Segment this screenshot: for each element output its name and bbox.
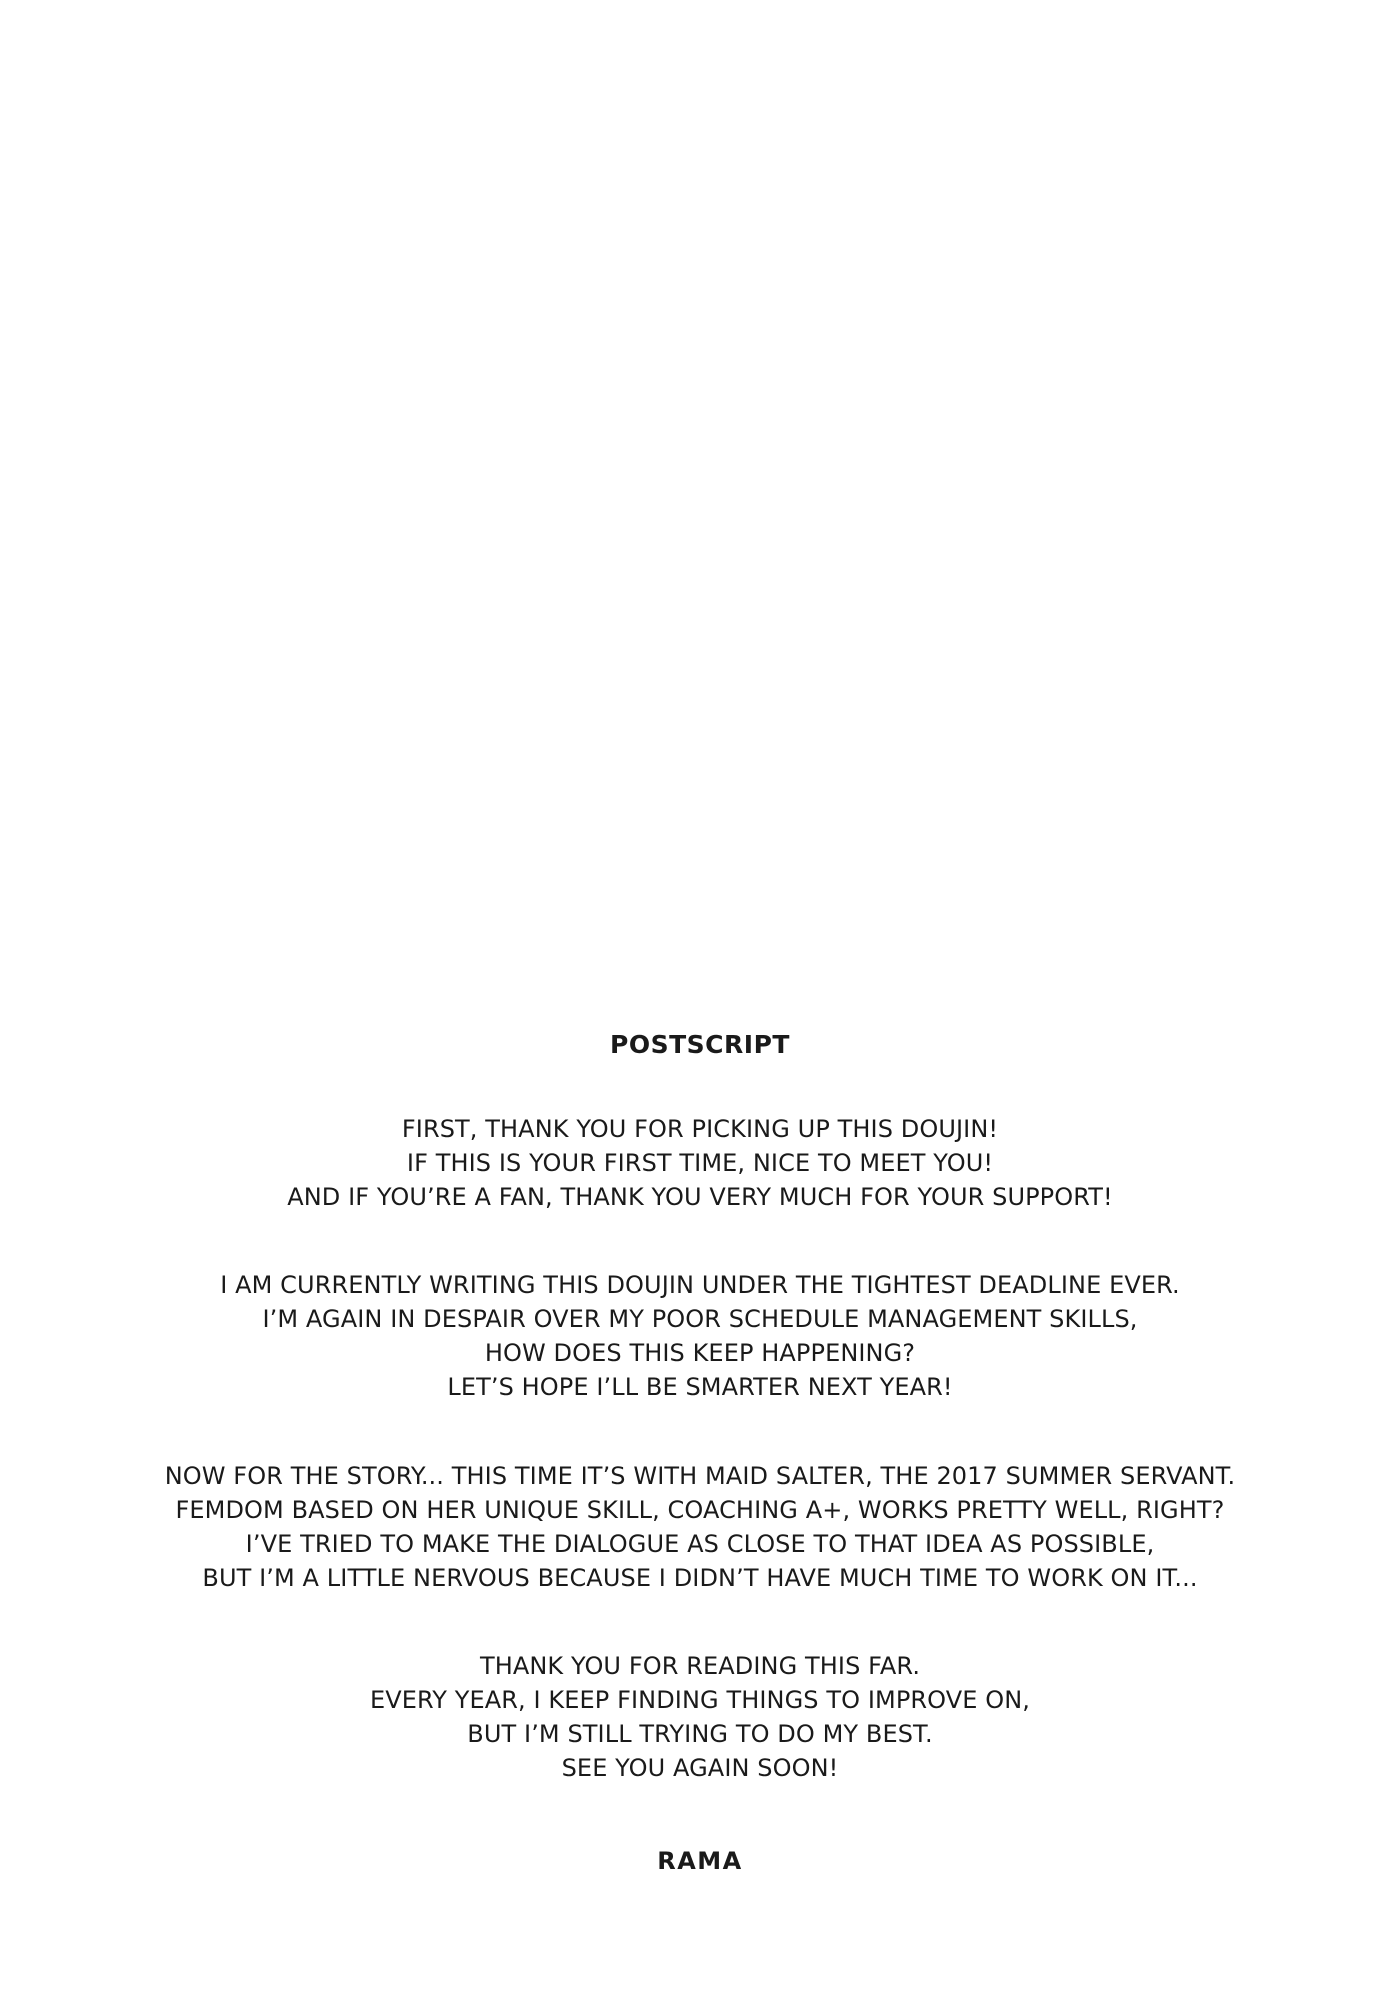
afterword-line: NOW FOR THE STORY... THIS TIME IT’S WITH MAID SALTER, THE 2017 SUMMER SERVANT. — [164, 1461, 1236, 1490]
afterword-line: THANK YOU FOR READING THIS FAR. — [479, 1651, 921, 1680]
afterword-line: I’M AGAIN IN DESPAIR OVER MY POOR SCHEDULE MANAGEMENT SKILLS, — [262, 1305, 1138, 1334]
afterword-line: LET’S HOPE I’LL BE SMARTER NEXT YEAR! — [447, 1373, 953, 1402]
afterword-title: POSTSCRIPT — [610, 1030, 790, 1059]
afterword-line: FIRST, THANK YOU FOR PICKING UP THIS DOUJIN! — [401, 1115, 999, 1143]
afterword-line: FEMDOM BASED ON HER UNIQUE SKILL, COACHING A+, WORKS PRETTY WELL, RIGHT? — [175, 1495, 1225, 1524]
afterword-section — [0, 1030, 1400, 1875]
afterword-paragraph-greeting — [0, 1112, 1400, 1214]
afterword-line: IF THIS IS YOUR FIRST TIME, NICE TO MEET YOU! — [406, 1149, 994, 1178]
afterword-paragraph-closing — [0, 1649, 1400, 1785]
afterword-line: EVERY YEAR, I KEEP FINDING THINGS TO IMPROVE ON, — [369, 1685, 1031, 1714]
afterword-paragraph-deadline — [0, 1268, 1400, 1404]
afterword-line: AND IF YOU’RE A FAN, THANK YOU VERY MUCH FOR YOUR SUPPORT! — [287, 1183, 1113, 1212]
afterword-line: SEE YOU AGAIN SOON! — [561, 1754, 839, 1783]
afterword-paragraph-story — [0, 1459, 1400, 1595]
afterword-line: I’VE TRIED TO MAKE THE DIALOGUE AS CLOSE TO THAT IDEA AS POSSIBLE, — [245, 1529, 1155, 1558]
afterword-line: HOW DOES THIS KEEP HAPPENING? — [484, 1339, 916, 1368]
afterword-line: I AM CURRENTLY WRITING THIS DOUJIN UNDER THE TIGHTEST DEADLINE EVER. — [220, 1271, 1180, 1300]
afterword-line: BUT I’M A LITTLE NERVOUS BECAUSE I DIDN’T HAVE MUCH TIME TO WORK ON IT... — [202, 1563, 1198, 1592]
afterword-line: BUT I’M STILL TRYING TO DO MY BEST. — [467, 1720, 933, 1749]
author-signature: RAMA — [657, 1847, 743, 1876]
